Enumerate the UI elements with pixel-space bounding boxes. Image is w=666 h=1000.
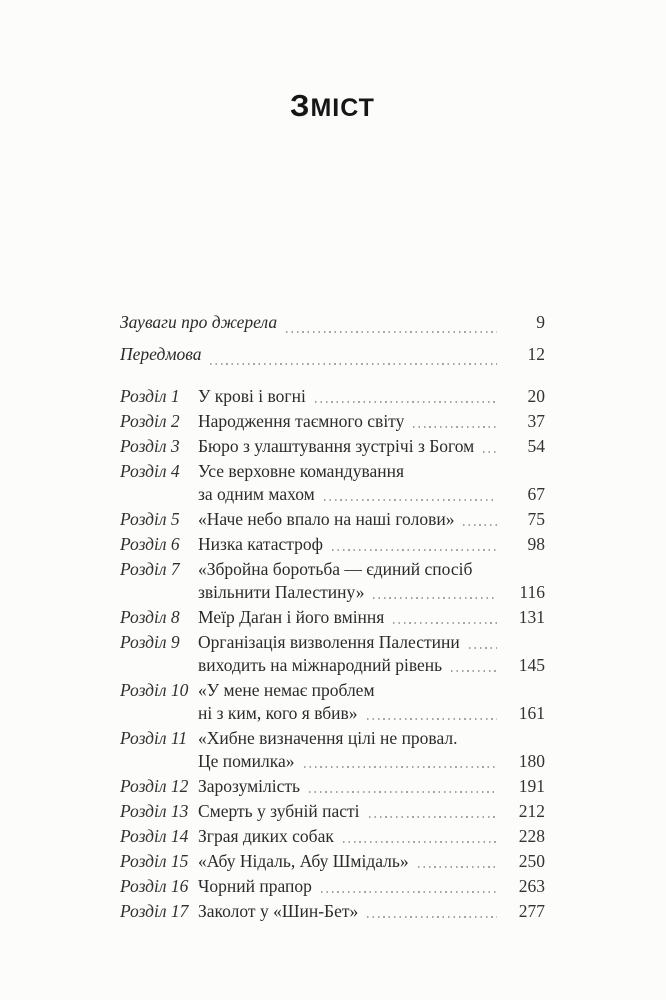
chapter-body xyxy=(198,800,545,823)
page-number: 54 xyxy=(527,436,545,456)
chapter-title: У крові і вогні xyxy=(198,386,306,406)
front-matter-title: Зауваги про джерела xyxy=(120,312,278,332)
dot-leader xyxy=(373,597,497,599)
dot-leader xyxy=(367,916,497,918)
chapter-body xyxy=(198,435,545,458)
page-number: 67 xyxy=(527,484,545,504)
dot-leader xyxy=(418,866,497,868)
toc-entry xyxy=(120,775,545,798)
front-matter-entry xyxy=(120,338,545,370)
chapter-title: «Хибне визначення цілі не провал. xyxy=(198,728,458,748)
dot-leader xyxy=(315,401,497,403)
chapter-body xyxy=(198,460,545,506)
page-number: 212 xyxy=(518,801,545,821)
dot-leader xyxy=(309,791,497,793)
chapter-label: Розділ 8 xyxy=(120,607,180,627)
chapter-body xyxy=(198,410,545,433)
toc-entry xyxy=(120,508,545,531)
toc-entry xyxy=(120,385,545,408)
chapter-label: Розділ 4 xyxy=(120,461,180,481)
page-number: 131 xyxy=(518,607,545,627)
toc-entry xyxy=(120,533,545,556)
dot-leader xyxy=(343,841,497,843)
toc-line xyxy=(198,875,545,898)
page-number: 145 xyxy=(518,655,545,675)
page-number: 180 xyxy=(518,751,545,771)
toc-entry xyxy=(120,850,545,873)
chapter-body xyxy=(198,850,545,873)
chapter-label: Розділ 6 xyxy=(120,534,180,554)
toc-line xyxy=(198,385,545,408)
chapter-body xyxy=(198,631,545,677)
dot-leader xyxy=(469,647,497,649)
chapter-label: Розділ 12 xyxy=(120,776,189,796)
chapter-body xyxy=(198,825,545,848)
page-title xyxy=(120,0,545,126)
toc-line xyxy=(198,606,545,629)
chapter-label: Розділ 13 xyxy=(120,801,189,821)
page-number xyxy=(497,727,545,750)
dot-leader xyxy=(413,426,497,428)
toc-entry xyxy=(120,727,545,773)
toc-line xyxy=(198,727,545,750)
chapter-label: Розділ 14 xyxy=(120,826,189,846)
chapter-label: Розділ 10 xyxy=(120,680,189,700)
chapter-body xyxy=(198,875,545,898)
page-number: 250 xyxy=(518,851,545,871)
toc-entry xyxy=(120,460,545,506)
page-number: 37 xyxy=(527,411,545,431)
chapter-title: ні з ким, кого я вбив» xyxy=(198,703,358,723)
dot-leader xyxy=(321,891,497,893)
chapter-label: Розділ 2 xyxy=(120,411,180,431)
chapter-body xyxy=(198,385,545,408)
toc-line xyxy=(198,631,545,654)
page-number: 228 xyxy=(518,826,545,846)
chapter-title: Усе верховне командування xyxy=(198,461,405,481)
chapter-body xyxy=(198,679,545,725)
chapter-label: Розділ 1 xyxy=(120,386,180,406)
toc-entry xyxy=(120,410,545,433)
chapter-title: Зарозумілість xyxy=(198,776,301,796)
toc-line xyxy=(198,900,545,923)
toc-entry xyxy=(120,558,545,604)
dot-leader xyxy=(463,524,497,526)
chapter-title: Низка катастроф xyxy=(198,534,323,554)
chapter-title: звільнити Палестину» xyxy=(198,582,365,602)
chapter-title: Народження таємного світу xyxy=(198,411,405,431)
chapter-label: Розділ 5 xyxy=(120,509,180,529)
chapter-title: Бюро з улаштування зустрічі з Богом xyxy=(198,436,475,456)
dot-leader xyxy=(483,451,497,453)
toc-line xyxy=(198,558,545,581)
toc-line xyxy=(198,483,545,506)
toc-line xyxy=(198,581,545,604)
toc-line xyxy=(198,750,545,773)
page-number: 75 xyxy=(527,509,545,529)
chapter-title: за одним махом xyxy=(198,484,315,504)
toc-line xyxy=(198,460,545,483)
page-number: 20 xyxy=(527,386,545,406)
page-number: 191 xyxy=(518,776,545,796)
chapter-body xyxy=(198,508,545,531)
dot-leader xyxy=(304,766,498,768)
chapter-title: Це помилка» xyxy=(198,751,295,771)
toc-line xyxy=(198,410,545,433)
page-title-rest: МІСТ xyxy=(310,94,375,122)
toc-line xyxy=(198,800,545,823)
chapter-title: Організація визволення Палестини xyxy=(198,632,460,652)
front-matter-entry xyxy=(120,306,545,338)
chapter-title: Зграя диких собак xyxy=(198,826,334,846)
chapter-title: «Збройна боротьба — єдиний спосіб xyxy=(198,559,473,579)
toc-line xyxy=(198,850,545,873)
toc-line xyxy=(198,825,545,848)
chapter-title: Меїр Даґан і його вміння xyxy=(198,607,385,627)
dot-leader xyxy=(324,499,497,501)
toc-entry xyxy=(120,435,545,458)
page-number: 277 xyxy=(518,901,545,921)
page-number: 9 xyxy=(536,312,545,332)
chapter-title: Чорний прапор xyxy=(198,876,312,896)
toc-entry xyxy=(120,679,545,725)
toc-line xyxy=(198,654,545,677)
page-number: 98 xyxy=(527,534,545,554)
chapter-label: Розділ 15 xyxy=(120,851,189,871)
chapter-body xyxy=(198,558,545,604)
toc-line xyxy=(198,435,545,458)
toc-entry xyxy=(120,606,545,629)
chapter-label: Розділ 3 xyxy=(120,436,180,456)
chapter-title: Смерть у зубній пасті xyxy=(198,801,360,821)
toc-entry xyxy=(120,875,545,898)
front-matter-title: Передмова xyxy=(120,344,202,364)
chapter-title: «У мене немає проблем xyxy=(198,680,375,700)
chapter-label: Розділ 9 xyxy=(120,632,180,652)
toc-entry xyxy=(120,800,545,823)
chapter-label: Розділ 17 xyxy=(120,901,189,921)
toc-line xyxy=(198,679,545,702)
chapter-body xyxy=(198,606,545,629)
toc-line xyxy=(198,775,545,798)
dot-leader xyxy=(286,331,497,333)
page-number: 12 xyxy=(527,344,545,364)
toc-entry xyxy=(120,825,545,848)
toc-entry xyxy=(120,631,545,677)
chapter-body xyxy=(198,533,545,556)
chapter-title: виходить на міжнародний рівень xyxy=(198,655,443,675)
chapters-section xyxy=(120,385,545,923)
chapter-label: Розділ 7 xyxy=(120,559,180,579)
page-number xyxy=(497,558,545,581)
front-matter-section xyxy=(120,306,545,370)
page-number: 263 xyxy=(518,876,545,896)
dot-leader xyxy=(210,363,497,365)
dot-leader xyxy=(367,718,497,720)
chapter-label: Розділ 16 xyxy=(120,876,189,896)
dot-leader xyxy=(369,816,497,818)
toc-line xyxy=(198,508,545,531)
chapter-title: Заколот у «Шин-Бет» xyxy=(198,901,359,921)
chapter-body xyxy=(198,900,545,923)
chapter-title: «Наче небо впало на наші голови» xyxy=(198,509,455,529)
page-title-initial: З xyxy=(290,88,311,123)
page-number: 161 xyxy=(518,703,545,723)
dot-leader xyxy=(393,622,497,624)
page-number: 116 xyxy=(519,582,545,602)
chapter-body xyxy=(198,775,545,798)
chapter-label: Розділ 11 xyxy=(120,728,188,748)
dot-leader xyxy=(332,549,497,551)
page-number xyxy=(497,679,545,702)
chapter-title: «Абу Нідаль, Абу Шмідаль» xyxy=(198,851,409,871)
toc-line xyxy=(198,702,545,725)
page-number xyxy=(497,460,545,483)
toc-entry xyxy=(120,900,545,923)
dot-leader xyxy=(451,670,497,672)
page-number xyxy=(497,631,545,654)
toc-line xyxy=(198,533,545,556)
chapter-body xyxy=(198,727,545,773)
